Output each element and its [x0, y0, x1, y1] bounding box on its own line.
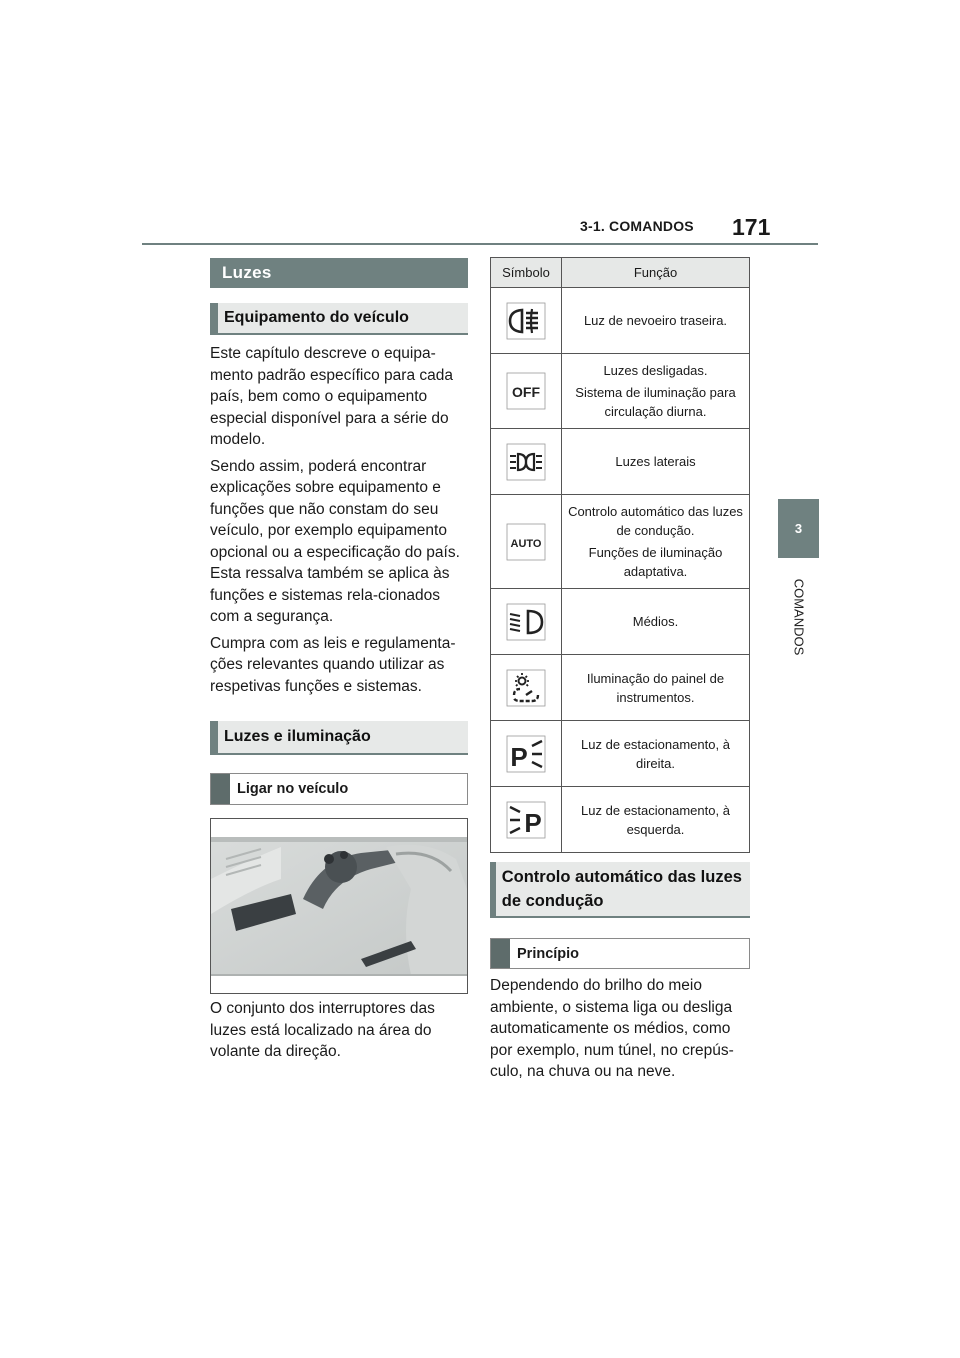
parking-light-left-icon — [506, 801, 546, 839]
table-row — [491, 354, 750, 429]
subheading-lights-text: Luzes e iluminação — [224, 728, 371, 745]
column-header-function: Função — [562, 258, 750, 288]
function-cell — [562, 354, 750, 429]
heading-bar — [490, 862, 496, 916]
table-row — [491, 429, 750, 495]
chapter-label — [776, 569, 822, 665]
symbol-cell — [491, 429, 562, 495]
heading-block — [491, 939, 510, 968]
subheading-auto-control-text: Controlo automático das luzes de condução — [501, 868, 742, 910]
function-cell — [562, 655, 750, 721]
chapter-label-text: COMANDOS — [791, 578, 807, 656]
symbol-cell — [491, 288, 562, 354]
side-lights-icon — [506, 443, 546, 481]
intro-paragraph-2: Sendo assim, poderá encontrar explicações sobre equipamento e funções que não constam do seu veículo, por exemplo equipamento opcional ou a especificação do país. Esta ressalva também se aplica às funções e sistemas rela-cionados com a segurança. — [210, 457, 460, 625]
function-cell — [562, 721, 750, 787]
column-header-symbol: Símbolo — [491, 258, 562, 288]
table-header-row — [491, 258, 750, 288]
function-text: Luzes desligadas. — [603, 363, 708, 378]
parking-letter: P — [524, 807, 542, 838]
photo-caption-text: O conjunto dos interruptores das luzes está localizado na área do volante da direção. — [210, 1000, 435, 1060]
auto-icon — [506, 523, 546, 561]
function-cell — [562, 288, 750, 354]
function-cell — [562, 787, 750, 853]
symbol-cell — [491, 787, 562, 853]
table-row — [491, 495, 750, 589]
main-heading: Luzes — [210, 258, 468, 288]
function-cell — [562, 429, 750, 495]
low-beam-icon — [506, 603, 546, 641]
light-switch-photo — [210, 818, 468, 994]
function-text: Controlo automático das luzes de condução. — [568, 504, 743, 538]
principle-text — [490, 975, 752, 1083]
principle-paragraph: Dependendo do brilho do meio ambiente, o sistema liga ou desliga automaticamente os médios, como por exemplo, num túnel, no crepús-culo, na chuva ou na neve. — [490, 977, 734, 1080]
intro-paragraph-1: Este capítulo descreve o equipa-mento padrão específico para cada país, bem como o equipamento especial disponível para a série do modelo. — [210, 345, 453, 448]
subheading-equipment-text: Equipamento do veículo — [224, 309, 409, 326]
function-cell — [562, 589, 750, 655]
function-cell — [562, 495, 750, 589]
symbol-cell — [491, 655, 562, 721]
rear-fog-light-icon — [506, 302, 546, 340]
heading-bar — [210, 303, 218, 333]
photo-caption — [210, 998, 468, 1063]
table-row — [491, 589, 750, 655]
box-heading-principle-text: Princípio — [517, 945, 580, 962]
section-title: 3-1. COMANDOS — [580, 218, 694, 234]
box-heading-switch-on-text: Ligar no veículo — [237, 781, 349, 797]
subheading-lights — [210, 721, 468, 755]
parking-light-right-icon — [506, 735, 546, 773]
table-row — [491, 655, 750, 721]
symbol-table — [490, 257, 750, 853]
subheading-equipment — [210, 303, 468, 335]
off-icon — [506, 372, 546, 410]
box-heading-principle — [490, 938, 750, 969]
chapter-tab[interactable]: 3 — [778, 499, 819, 558]
symbol-cell — [491, 495, 562, 589]
light-switch-illustration — [211, 819, 467, 993]
function-text: Sistema de iluminação para circulação diurna. — [575, 385, 736, 419]
symbol-cell — [491, 721, 562, 787]
symbol-cell — [491, 354, 562, 429]
function-text: Iluminação do painel de instrumentos. — [586, 670, 725, 705]
parking-letter: P — [510, 741, 528, 772]
heading-block — [211, 774, 230, 804]
symbol-cell — [491, 589, 562, 655]
instrument-lighting-icon — [506, 669, 546, 707]
function-text: Luzes laterais — [615, 454, 696, 469]
function-text: Luz de estacionamento, à direita. — [581, 736, 730, 771]
intro-text — [210, 343, 468, 697]
subheading-auto-control — [490, 862, 750, 918]
page-number: 171 — [732, 214, 771, 240]
off-icon-text: OFF — [512, 384, 540, 400]
table-row — [491, 787, 750, 853]
function-text: Luz de nevoeiro traseira. — [583, 313, 728, 328]
table-row — [491, 721, 750, 787]
header-rule — [142, 243, 818, 245]
function-text: Luz de estacionamento, à esquerda. — [581, 802, 730, 837]
function-text: Médios. — [632, 614, 679, 629]
box-heading-switch-on — [210, 773, 468, 805]
intro-paragraph-3: Cumpra com as leis e regulamenta-ções relevantes quando utilizar as respetivas funções e sistemas. — [210, 634, 456, 695]
function-text: Funções de iluminação adaptativa. — [588, 545, 723, 579]
heading-bar — [210, 721, 218, 753]
table-row — [491, 288, 750, 354]
auto-icon-text: AUTO — [510, 537, 542, 550]
